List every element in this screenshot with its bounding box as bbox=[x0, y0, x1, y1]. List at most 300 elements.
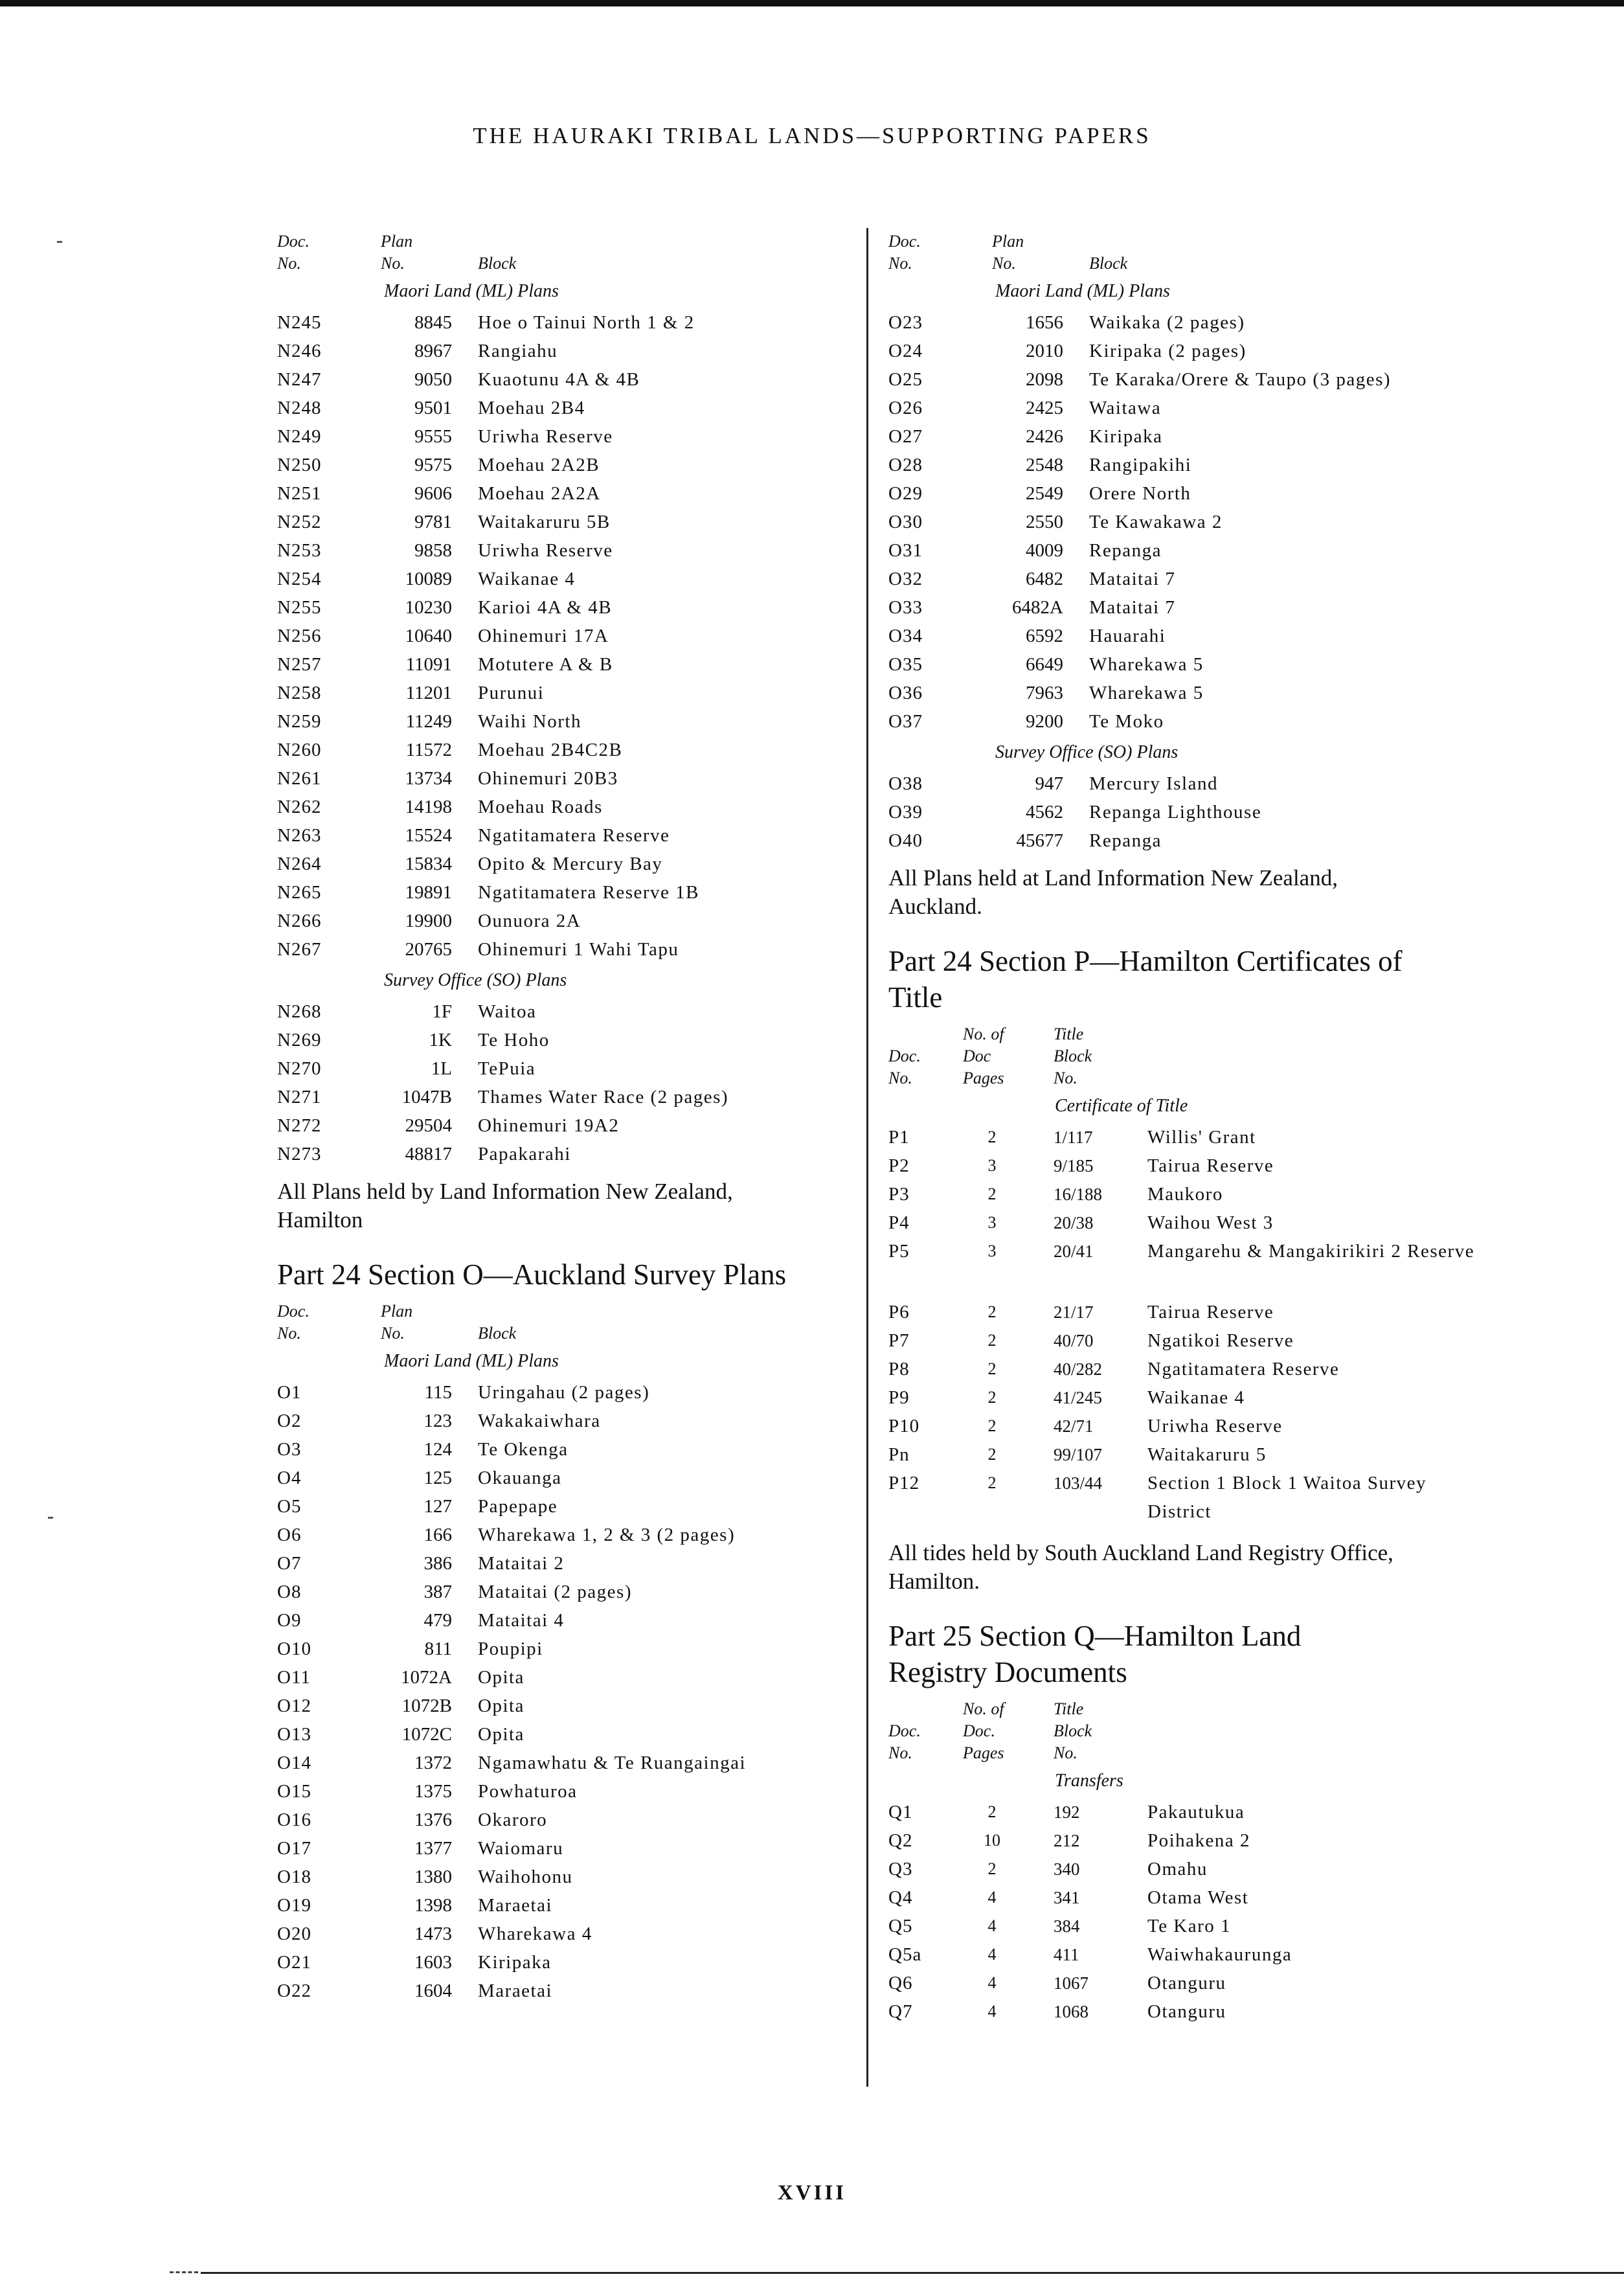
table-row bbox=[277, 1054, 847, 1083]
plan-number: 6649 bbox=[1026, 653, 1063, 675]
doc-number: O35 bbox=[888, 653, 923, 675]
plan-number: 8845 bbox=[414, 312, 452, 333]
doc-number: N273 bbox=[277, 1143, 322, 1164]
table-row bbox=[277, 935, 847, 964]
table-row bbox=[888, 1969, 1484, 1997]
plan-number: 10640 bbox=[405, 625, 452, 646]
title-number: 411 bbox=[1054, 1944, 1079, 1964]
title-number: 40/282 bbox=[1054, 1359, 1103, 1379]
block-name: Papakarahi bbox=[478, 1143, 571, 1164]
plan-number: 1656 bbox=[1026, 312, 1063, 333]
table-row bbox=[277, 365, 847, 394]
table-row bbox=[888, 308, 1484, 337]
table-row bbox=[277, 1635, 847, 1663]
plan-number: 20765 bbox=[405, 938, 452, 960]
plan-number: 48817 bbox=[405, 1143, 452, 1164]
doc-number: N247 bbox=[277, 369, 322, 390]
table-body bbox=[277, 308, 847, 964]
block-name: Repanga Lighthouse bbox=[1089, 801, 1262, 823]
table-row bbox=[277, 1549, 847, 1578]
block-name: Wakakaiwhara bbox=[478, 1410, 601, 1431]
table-row bbox=[888, 479, 1484, 508]
page-count: 2 bbox=[987, 1185, 997, 1203]
table-row bbox=[277, 1492, 847, 1521]
block-name: Okaroro bbox=[478, 1809, 548, 1830]
doc-number: N269 bbox=[277, 1029, 322, 1050]
block-name: Rangipakihi bbox=[1089, 454, 1192, 475]
doc-number: N261 bbox=[277, 767, 322, 789]
block-name: Kiripaka bbox=[1089, 426, 1163, 447]
header-pages: No. of Doc. Pages bbox=[963, 1699, 1004, 1762]
column-divider bbox=[866, 228, 868, 2087]
block-name: Maraetai bbox=[478, 1894, 553, 1916]
doc-number: O29 bbox=[888, 482, 923, 504]
doc-number: N263 bbox=[277, 824, 322, 846]
plan-number: 1F bbox=[432, 1001, 452, 1022]
header-doc: Doc. No. bbox=[277, 232, 310, 273]
doc-number: N252 bbox=[277, 511, 322, 532]
holding-note: All Plans held at Land Information New Zealand, Auckland. bbox=[888, 865, 1338, 919]
doc-number: Q4 bbox=[888, 1887, 913, 1908]
doc-number: N270 bbox=[277, 1058, 322, 1079]
title-number: 40/70 bbox=[1054, 1330, 1094, 1350]
doc-number: O2 bbox=[277, 1410, 302, 1431]
plan-number: 947 bbox=[1035, 773, 1063, 794]
block-name: Waiwhakaurunga bbox=[1147, 1944, 1292, 1965]
doc-number: N264 bbox=[277, 853, 322, 874]
doc-number: N271 bbox=[277, 1086, 322, 1107]
plan-number: 8967 bbox=[414, 340, 452, 361]
plan-number: 2010 bbox=[1026, 340, 1063, 361]
plan-number: 387 bbox=[423, 1581, 452, 1602]
table-row bbox=[277, 1663, 847, 1692]
doc-number: N272 bbox=[277, 1115, 322, 1136]
table-row bbox=[277, 1578, 847, 1606]
table-row bbox=[888, 1440, 1484, 1469]
doc-number: P9 bbox=[888, 1387, 910, 1408]
page-count: 2 bbox=[987, 1302, 997, 1321]
doc-number: N245 bbox=[277, 312, 322, 333]
plan-number: 1072C bbox=[401, 1723, 452, 1745]
table-row bbox=[277, 1435, 847, 1464]
doc-number: N265 bbox=[277, 881, 322, 903]
block-name: TePuia bbox=[478, 1058, 536, 1079]
header-doc: Doc. No. bbox=[888, 1047, 921, 1087]
subhead: Survey Office (SO) Plans bbox=[384, 970, 567, 990]
block-name: Tairua Reserve bbox=[1147, 1301, 1274, 1322]
header-title: Title Block No. bbox=[1054, 1699, 1092, 1762]
block-name: Mataitai 7 bbox=[1089, 568, 1176, 589]
header-doc: Doc. No. bbox=[888, 232, 921, 273]
table-row bbox=[888, 1940, 1484, 1969]
table-row bbox=[277, 997, 847, 1026]
block-name: Otanguru bbox=[1147, 2001, 1226, 2022]
page-count: 2 bbox=[987, 1859, 997, 1878]
title-number: 192 bbox=[1054, 1802, 1080, 1822]
doc-number: O28 bbox=[888, 454, 923, 475]
header-block: Block bbox=[478, 254, 517, 273]
doc-number: O37 bbox=[888, 710, 923, 732]
block-name: Waikaka (2 pages) bbox=[1089, 312, 1245, 333]
block-name: Poupipi bbox=[478, 1638, 543, 1659]
doc-number: P2 bbox=[888, 1155, 910, 1176]
plan-number: 19900 bbox=[405, 910, 452, 931]
plan-number: 2548 bbox=[1026, 454, 1063, 475]
holding-note: All Plans held by Land Information New Zealand, Hamilton bbox=[277, 1179, 733, 1232]
doc-number: O26 bbox=[888, 397, 923, 418]
table-row bbox=[277, 593, 847, 622]
block-name: Ngatitamatera Reserve bbox=[1147, 1358, 1340, 1379]
plan-number: 1473 bbox=[414, 1923, 452, 1944]
subhead: Maori Land (ML) Plans bbox=[384, 1351, 559, 1371]
subhead: Maori Land (ML) Plans bbox=[384, 281, 559, 301]
block-name: Uriwha Reserve bbox=[1147, 1415, 1283, 1436]
plan-number: 13734 bbox=[405, 767, 452, 789]
doc-number: N259 bbox=[277, 710, 322, 732]
plan-number: 386 bbox=[423, 1552, 452, 1574]
table-row bbox=[277, 1920, 847, 1948]
doc-number: N268 bbox=[277, 1001, 322, 1022]
table-row bbox=[277, 622, 847, 650]
page-count: 10 bbox=[984, 1831, 1000, 1850]
title-number: 20/38 bbox=[1054, 1212, 1094, 1232]
plan-number: 811 bbox=[424, 1638, 452, 1659]
table-row bbox=[277, 308, 847, 337]
plan-number: 123 bbox=[423, 1410, 452, 1431]
block-name: Moehau 2A2A bbox=[478, 482, 601, 504]
subhead: Certificate of Title bbox=[1055, 1096, 1188, 1116]
table-body bbox=[888, 1798, 1484, 2026]
block-name: Opita bbox=[478, 1666, 524, 1688]
page-count: 2 bbox=[987, 1445, 997, 1464]
table-row bbox=[888, 1997, 1484, 2026]
plan-number: 6592 bbox=[1026, 625, 1063, 646]
table-row bbox=[277, 1692, 847, 1720]
table-row bbox=[277, 878, 847, 907]
plan-number: 10089 bbox=[405, 568, 452, 589]
title-number: 103/44 bbox=[1054, 1473, 1103, 1493]
plan-number: 9050 bbox=[414, 369, 452, 390]
table-row bbox=[277, 1378, 847, 1407]
doc-number: P12 bbox=[888, 1473, 920, 1493]
doc-number: P10 bbox=[888, 1415, 920, 1436]
doc-number: O36 bbox=[888, 682, 923, 703]
table-row bbox=[888, 1123, 1484, 1152]
title-number: 212 bbox=[1054, 1830, 1080, 1850]
doc-number: O33 bbox=[888, 596, 923, 618]
block-name: Repanga bbox=[1089, 539, 1162, 561]
doc-number: O11 bbox=[277, 1666, 311, 1688]
block-name: Rangiahu bbox=[478, 340, 558, 361]
doc-number: O1 bbox=[277, 1381, 302, 1403]
title-number: 20/41 bbox=[1054, 1242, 1094, 1261]
doc-number: O14 bbox=[277, 1752, 311, 1773]
doc-number: O19 bbox=[277, 1894, 311, 1916]
block-name: Powhaturoa bbox=[478, 1780, 578, 1802]
header-doc: Doc. No. bbox=[888, 1721, 921, 1762]
bottom-dashes bbox=[170, 2271, 198, 2273]
block-name: Opita bbox=[478, 1723, 524, 1745]
table-row bbox=[888, 1412, 1484, 1440]
plan-number: 125 bbox=[423, 1467, 452, 1488]
block-name: Ngatitamatera Reserve bbox=[478, 824, 670, 846]
block-name: Hauarahi bbox=[1089, 625, 1166, 646]
doc-number: O16 bbox=[277, 1809, 311, 1830]
block-name: Maraetai bbox=[478, 1980, 553, 2001]
table-row bbox=[888, 508, 1484, 536]
table-row bbox=[888, 536, 1484, 565]
block-name: Te Moko bbox=[1089, 710, 1164, 732]
block-name: Omahu bbox=[1147, 1858, 1208, 1879]
running-head: THE HAURAKI TRIBAL LANDS—SUPPORTING PAPERS bbox=[473, 123, 1151, 148]
block-name: Waitawa bbox=[1089, 397, 1162, 418]
page-count: 4 bbox=[987, 1888, 997, 1907]
doc-number: O8 bbox=[277, 1581, 302, 1602]
plan-number: 11249 bbox=[405, 710, 452, 732]
doc-number: N262 bbox=[277, 796, 322, 817]
title-number: 1068 bbox=[1054, 2001, 1088, 2021]
plan-number: 1375 bbox=[414, 1780, 452, 1802]
block-name: Waihi North bbox=[478, 710, 581, 732]
title-number: 21/17 bbox=[1054, 1302, 1094, 1322]
doc-number: N258 bbox=[277, 682, 322, 703]
margin-mark bbox=[48, 1517, 53, 1519]
plan-number: 1072A bbox=[401, 1666, 452, 1688]
title-number: 41/245 bbox=[1054, 1387, 1103, 1407]
plan-number: 4562 bbox=[1026, 801, 1063, 823]
top-rule bbox=[0, 0, 1624, 6]
doc-number: N266 bbox=[277, 910, 322, 931]
block-name: Pakautukua bbox=[1147, 1801, 1245, 1822]
block-name: Ohinemuri 19A2 bbox=[478, 1115, 620, 1136]
header-plan: Plan No. bbox=[381, 1302, 413, 1343]
block-name: Mercury Island bbox=[1089, 773, 1218, 794]
plan-number: 2549 bbox=[1026, 482, 1063, 504]
plan-number: 127 bbox=[423, 1495, 452, 1517]
table-row bbox=[277, 1891, 847, 1920]
table-row bbox=[888, 593, 1484, 622]
table-header bbox=[888, 231, 1484, 275]
doc-number: O3 bbox=[277, 1438, 302, 1460]
table-row bbox=[888, 1152, 1484, 1180]
block-name: Ounuora 2A bbox=[478, 910, 581, 931]
block-name: Waitakaruru 5 bbox=[1147, 1444, 1267, 1465]
table-row bbox=[277, 451, 847, 479]
title-number: 384 bbox=[1054, 1916, 1080, 1936]
block-name: Moehau 2B4 bbox=[478, 397, 585, 418]
plan-number: 2426 bbox=[1026, 426, 1063, 447]
block-name: Otanguru bbox=[1147, 1972, 1226, 1993]
table-row bbox=[888, 1383, 1484, 1412]
block-name: Kiripaka bbox=[478, 1951, 552, 1973]
doc-number: N254 bbox=[277, 568, 322, 589]
table-row bbox=[277, 1521, 847, 1549]
block-name: Willis' Grant bbox=[1147, 1126, 1256, 1148]
block-name: Kuaotunu 4A & 4B bbox=[478, 369, 640, 390]
block-name: Waikanae 4 bbox=[478, 568, 576, 589]
table-row bbox=[888, 1209, 1484, 1237]
plan-number: 1377 bbox=[414, 1837, 452, 1859]
doc-number: O9 bbox=[277, 1609, 302, 1631]
table-row bbox=[888, 622, 1484, 650]
block-name: Waiomaru bbox=[478, 1837, 564, 1859]
doc-number: N253 bbox=[277, 539, 322, 561]
doc-number: O25 bbox=[888, 369, 923, 390]
doc-number: N255 bbox=[277, 596, 322, 618]
doc-number: P8 bbox=[888, 1358, 910, 1379]
plan-number: 2425 bbox=[1026, 397, 1063, 418]
plan-number: 115 bbox=[424, 1381, 452, 1403]
table-row bbox=[277, 1140, 847, 1168]
block-name: Te Hoho bbox=[478, 1029, 550, 1050]
table-body bbox=[888, 769, 1484, 855]
block-name: Opita bbox=[478, 1695, 524, 1716]
plan-number: 10230 bbox=[405, 596, 452, 618]
block-name: Waikanae 4 bbox=[1147, 1387, 1245, 1408]
plan-number: 1604 bbox=[414, 1980, 452, 2001]
plan-number: 2550 bbox=[1026, 511, 1063, 532]
title-number: 9/185 bbox=[1054, 1155, 1094, 1175]
table-row bbox=[888, 1826, 1484, 1855]
margin-mark bbox=[57, 241, 62, 243]
doc-number: Q7 bbox=[888, 2001, 913, 2022]
subhead: Transfers bbox=[1055, 1771, 1123, 1791]
doc-number: O31 bbox=[888, 539, 923, 561]
header-plan: Plan No. bbox=[381, 232, 413, 273]
block-name: Thames Water Race (2 pages) bbox=[478, 1086, 729, 1107]
plan-number: 9606 bbox=[414, 482, 452, 504]
plan-number: 6482 bbox=[1026, 568, 1063, 589]
block-name: Orere North bbox=[1089, 482, 1191, 504]
table-row bbox=[277, 764, 847, 793]
table-row bbox=[277, 1749, 847, 1777]
doc-number: O18 bbox=[277, 1866, 311, 1887]
block-name: Otama West bbox=[1147, 1887, 1249, 1908]
doc-number: O15 bbox=[277, 1780, 311, 1802]
doc-number: Q1 bbox=[888, 1801, 913, 1822]
plan-number: 1K bbox=[429, 1029, 452, 1050]
page-count: 4 bbox=[987, 1945, 997, 1964]
plan-number: 11091 bbox=[405, 653, 452, 675]
table-row bbox=[888, 707, 1484, 736]
table-row bbox=[888, 1298, 1484, 1326]
block-name: Wharekawa 5 bbox=[1089, 653, 1204, 675]
plan-number: 1398 bbox=[414, 1894, 452, 1916]
table-row bbox=[888, 1912, 1484, 1940]
page-count: 2 bbox=[987, 1388, 997, 1407]
table-row bbox=[888, 565, 1484, 593]
plan-number: 7963 bbox=[1026, 682, 1063, 703]
doc-number: P4 bbox=[888, 1212, 910, 1233]
plan-number: 11201 bbox=[405, 682, 452, 703]
plan-number: 1603 bbox=[414, 1951, 452, 1973]
doc-number: O34 bbox=[888, 625, 923, 646]
doc-number: P3 bbox=[888, 1183, 910, 1205]
table-row bbox=[888, 1855, 1484, 1883]
table-row bbox=[277, 1111, 847, 1140]
table-row bbox=[888, 769, 1484, 798]
block-name: Ohinemuri 20B3 bbox=[478, 767, 618, 789]
table-row bbox=[277, 1863, 847, 1891]
subhead: Survey Office (SO) Plans bbox=[995, 742, 1179, 762]
table-row bbox=[888, 650, 1484, 679]
table-row bbox=[888, 365, 1484, 394]
doc-number: O22 bbox=[277, 1980, 311, 2001]
plan-number: 1072B bbox=[401, 1695, 452, 1716]
table-row bbox=[888, 1180, 1484, 1209]
table-row bbox=[888, 1798, 1484, 1826]
plan-number: 1372 bbox=[414, 1752, 452, 1773]
table-body bbox=[888, 308, 1484, 736]
table-row bbox=[277, 565, 847, 593]
doc-number: O23 bbox=[888, 312, 923, 333]
table-header bbox=[888, 1698, 1484, 1764]
header-block: Block bbox=[478, 1324, 517, 1343]
block-name: Mataitai 4 bbox=[478, 1609, 565, 1631]
doc-number: Pn bbox=[888, 1444, 910, 1465]
table-row bbox=[277, 1407, 847, 1435]
block-name: Moehau 2B4C2B bbox=[478, 739, 623, 760]
block-name: Ngamawhatu & Te Ruangaingai bbox=[478, 1752, 747, 1773]
block-name: Ohinemuri 17A bbox=[478, 625, 609, 646]
page-count: 2 bbox=[987, 1331, 997, 1350]
table-row bbox=[888, 679, 1484, 707]
title-number: 341 bbox=[1054, 1887, 1080, 1907]
table-row bbox=[277, 1720, 847, 1749]
table-header bbox=[888, 1023, 1484, 1089]
section-title: Part 25 Section Q—Hamilton Land Registry Documents bbox=[888, 1620, 1302, 1688]
block-name: Uringahau (2 pages) bbox=[478, 1381, 650, 1403]
block-name: Kiripaka (2 pages) bbox=[1089, 340, 1246, 361]
block-name: Moehau 2A2B bbox=[478, 454, 600, 475]
block-name: Waihou West 3 bbox=[1147, 1212, 1274, 1233]
table-row bbox=[277, 1026, 847, 1054]
doc-number: O17 bbox=[277, 1837, 311, 1859]
block-name: Te Kawakawa 2 bbox=[1089, 511, 1223, 532]
doc-number: O24 bbox=[888, 340, 923, 361]
table-row bbox=[888, 1883, 1484, 1912]
table-row bbox=[277, 850, 847, 878]
plan-number: 1376 bbox=[414, 1809, 452, 1830]
doc-number: P5 bbox=[888, 1241, 910, 1262]
table-row bbox=[277, 1606, 847, 1635]
plan-number: 2098 bbox=[1026, 369, 1063, 390]
block-name: Hoe o Tainui North 1 & 2 bbox=[478, 312, 695, 333]
header-title: Title Block No. bbox=[1054, 1025, 1092, 1087]
page-count: 2 bbox=[987, 1802, 997, 1821]
table-row bbox=[277, 821, 847, 850]
plan-number: 15524 bbox=[405, 824, 452, 846]
doc-number: N260 bbox=[277, 739, 322, 760]
table-row bbox=[277, 1948, 847, 1977]
plan-number: 29504 bbox=[405, 1115, 452, 1136]
block-name: Uriwha Reserve bbox=[478, 539, 613, 561]
page-count: 3 bbox=[987, 1213, 997, 1232]
table-row bbox=[277, 1834, 847, 1863]
table-row bbox=[277, 907, 847, 935]
bottom-rule bbox=[201, 2272, 1624, 2274]
block-name: Motutere A & B bbox=[478, 653, 613, 675]
table-body bbox=[277, 1378, 847, 2005]
table-body bbox=[277, 997, 847, 1168]
table-row bbox=[277, 707, 847, 736]
header-plan: Plan No. bbox=[992, 232, 1024, 273]
table-row bbox=[888, 1355, 1484, 1383]
doc-number: N256 bbox=[277, 625, 322, 646]
table-row bbox=[277, 736, 847, 764]
plan-number: 124 bbox=[423, 1438, 452, 1460]
block-name: Papepape bbox=[478, 1495, 558, 1517]
